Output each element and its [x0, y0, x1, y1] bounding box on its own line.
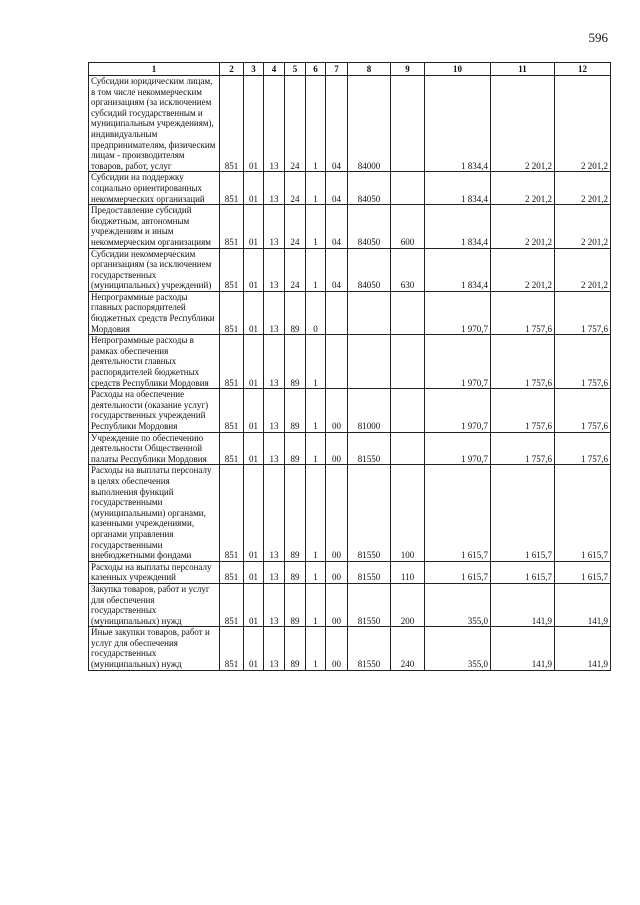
row-name: Иные закупки товаров, работ и услуг для обеспечения государственных (муниципальных) нужд: [91, 627, 210, 670]
row-name: Субсидии юридическим лицам, в том числе некоммерческим организациям (за исключением субсидий государственным и муниципальным учреждениям), индивидуальным предпринимателям, физическим лицам - производителям товаров, работ, услуг: [91, 76, 216, 171]
cell-c8: 81000: [348, 389, 391, 432]
cell-c9: 200: [391, 583, 425, 626]
cell-c6: 1: [306, 389, 326, 432]
cell-c12: 1 757,6: [555, 432, 611, 465]
cell-c11: 1 757,6: [491, 291, 555, 334]
cell-c5: 24: [285, 205, 306, 248]
cell-c2: 851: [220, 205, 244, 248]
column-header: 4: [264, 63, 285, 76]
cell-c5: 89: [285, 432, 306, 465]
cell-c10: 1 834,4: [425, 172, 491, 205]
cell-c2: 851: [220, 561, 244, 583]
cell-c12: 1 757,6: [555, 335, 611, 389]
row-name-cell: [89, 561, 220, 583]
cell-c11: 2 201,2: [491, 248, 555, 291]
cell-c3: 01: [244, 205, 264, 248]
cell-c9: 600: [391, 205, 425, 248]
table-row: [89, 583, 611, 626]
cell-c7: 00: [326, 465, 348, 561]
cell-c7: 04: [326, 248, 348, 291]
row-name-cell: [89, 389, 220, 432]
cell-c5: 24: [285, 76, 306, 172]
cell-c2: 851: [220, 335, 244, 389]
column-header: 6: [306, 63, 326, 76]
row-name: Закупка товаров, работ и услуг для обеспечения государственных (муниципальных) нужд: [91, 583, 210, 626]
cell-c8: [348, 291, 391, 334]
cell-c9: 630: [391, 248, 425, 291]
cell-c4: 13: [264, 465, 285, 561]
table-row: [89, 432, 611, 465]
cell-c3: 01: [244, 335, 264, 389]
cell-c12: 141,9: [555, 583, 611, 626]
cell-c3: 01: [244, 432, 264, 465]
cell-c10: 1 970,7: [425, 291, 491, 334]
row-name: Предоставление субсидий бюджетным, автономным учреждениям и иным некоммерческим организациям: [91, 205, 211, 247]
cell-c9: [391, 335, 425, 389]
cell-c12: 2 201,2: [555, 205, 611, 248]
header-row: [89, 63, 611, 76]
cell-c8: 84050: [348, 172, 391, 205]
cell-c11: 1 757,6: [491, 432, 555, 465]
cell-c6: 1: [306, 583, 326, 626]
cell-c9: 240: [391, 627, 425, 670]
row-name-cell: [89, 76, 220, 172]
row-name: Расходы на обеспечение деятельности (оказание услуг) государственных учреждений Республики Мордовия: [91, 389, 209, 431]
row-name: Учреждение по обеспечению деятельности Общественной палаты Республики Мордовия: [91, 432, 207, 464]
cell-c4: 13: [264, 205, 285, 248]
cell-c5: 89: [285, 291, 306, 334]
cell-c3: 01: [244, 389, 264, 432]
cell-c2: 851: [220, 248, 244, 291]
cell-c11: 1 757,6: [491, 335, 555, 389]
row-name-cell: [89, 335, 220, 389]
column-header: 8: [348, 63, 391, 76]
cell-c6: 1: [306, 465, 326, 561]
column-header: 3: [244, 63, 264, 76]
cell-c12: 2 201,2: [555, 172, 611, 205]
cell-c7: 04: [326, 76, 348, 172]
cell-c5: 89: [285, 389, 306, 432]
cell-c6: 1: [306, 76, 326, 172]
cell-c8: 84050: [348, 205, 391, 248]
cell-c3: 01: [244, 291, 264, 334]
cell-c6: 1: [306, 205, 326, 248]
cell-c11: 141,9: [491, 583, 555, 626]
cell-c6: 1: [306, 561, 326, 583]
row-name: Расходы на выплаты персоналу казенных учреждений: [91, 561, 212, 583]
cell-c11: 1 757,6: [491, 389, 555, 432]
cell-c7: 04: [326, 172, 348, 205]
row-name-cell: [89, 627, 220, 670]
cell-c3: 01: [244, 465, 264, 561]
cell-c11: 2 201,2: [491, 205, 555, 248]
row-name-cell: [89, 172, 220, 205]
cell-c6: 1: [306, 172, 326, 205]
cell-c3: 01: [244, 627, 264, 670]
table-row: [89, 172, 611, 205]
cell-c5: 89: [285, 335, 306, 389]
cell-c2: 851: [220, 432, 244, 465]
table-row: [89, 465, 611, 561]
cell-c4: 13: [264, 432, 285, 465]
cell-c11: 2 201,2: [491, 76, 555, 172]
cell-c9: [391, 172, 425, 205]
cell-c12: 1 757,6: [555, 291, 611, 334]
cell-c4: 13: [264, 172, 285, 205]
cell-c6: 1: [306, 432, 326, 465]
cell-c10: 1 970,7: [425, 335, 491, 389]
cell-c10: 1 970,7: [425, 432, 491, 465]
cell-c3: 01: [244, 583, 264, 626]
cell-c5: 89: [285, 561, 306, 583]
cell-c5: 24: [285, 172, 306, 205]
cell-c5: 89: [285, 465, 306, 561]
cell-c12: 2 201,2: [555, 248, 611, 291]
cell-c8: 84050: [348, 248, 391, 291]
cell-c5: 89: [285, 627, 306, 670]
cell-c5: 24: [285, 248, 306, 291]
cell-c10: 1 834,4: [425, 248, 491, 291]
cell-c12: 1 615,7: [555, 561, 611, 583]
cell-c9: [391, 291, 425, 334]
cell-c10: 1 834,4: [425, 76, 491, 172]
cell-c12: 1 757,6: [555, 389, 611, 432]
cell-c10: 355,0: [425, 627, 491, 670]
row-name: Непрограммные расходы главных распорядителей бюджетных средств Республики Мордовия: [91, 291, 215, 334]
cell-c8: 84000: [348, 76, 391, 172]
table-row: [89, 291, 611, 334]
cell-c12: 1 615,7: [555, 465, 611, 561]
cell-c7: 00: [326, 583, 348, 626]
column-header: 10: [425, 63, 491, 76]
table-row: [89, 389, 611, 432]
cell-c2: 851: [220, 76, 244, 172]
cell-c10: 1 970,7: [425, 389, 491, 432]
cell-c4: 13: [264, 627, 285, 670]
cell-c10: 1 615,7: [425, 465, 491, 561]
cell-c8: 81550: [348, 465, 391, 561]
cell-c9: 100: [391, 465, 425, 561]
cell-c9: [391, 389, 425, 432]
cell-c10: 1 615,7: [425, 561, 491, 583]
cell-c7: 00: [326, 432, 348, 465]
cell-c3: 01: [244, 248, 264, 291]
cell-c7: 04: [326, 205, 348, 248]
column-header: 2: [220, 63, 244, 76]
budget-table: [88, 62, 611, 671]
cell-c5: 89: [285, 583, 306, 626]
cell-c2: 851: [220, 583, 244, 626]
column-header: 1: [89, 63, 220, 76]
cell-c3: 01: [244, 76, 264, 172]
row-name-cell: [89, 248, 220, 291]
cell-c4: 13: [264, 291, 285, 334]
cell-c9: [391, 432, 425, 465]
row-name-cell: [89, 205, 220, 248]
row-name-cell: [89, 583, 220, 626]
cell-c2: 851: [220, 389, 244, 432]
cell-c7: 00: [326, 561, 348, 583]
cell-c4: 13: [264, 561, 285, 583]
cell-c3: 01: [244, 561, 264, 583]
cell-c7: 00: [326, 627, 348, 670]
cell-c6: 1: [306, 248, 326, 291]
cell-c6: 0: [306, 291, 326, 334]
cell-c4: 13: [264, 335, 285, 389]
column-header: 5: [285, 63, 306, 76]
row-name: Расходы на выплаты персоналу в целях обеспечения выполнения функций государственными (муниципальными) органами, казенными учреждениями, органами управления государственными внебюджетными фондами: [91, 465, 212, 561]
cell-c4: 13: [264, 248, 285, 291]
page-number: 596: [588, 30, 608, 45]
cell-c10: 1 834,4: [425, 205, 491, 248]
table-row: [89, 627, 611, 670]
table-row: [89, 205, 611, 248]
table-row: [89, 561, 611, 583]
cell-c8: [348, 335, 391, 389]
cell-c11: 1 615,7: [491, 561, 555, 583]
table-row: [89, 76, 611, 172]
row-name-cell: [89, 465, 220, 561]
cell-c11: 1 615,7: [491, 465, 555, 561]
table-row: [89, 248, 611, 291]
column-header: 7: [326, 63, 348, 76]
cell-c12: 2 201,2: [555, 76, 611, 172]
cell-c2: 851: [220, 172, 244, 205]
cell-c2: 851: [220, 291, 244, 334]
cell-c2: 851: [220, 627, 244, 670]
column-header: 11: [491, 63, 555, 76]
cell-c10: 355,0: [425, 583, 491, 626]
cell-c7: 00: [326, 389, 348, 432]
cell-c11: 2 201,2: [491, 172, 555, 205]
cell-c6: 1: [306, 335, 326, 389]
cell-c9: [391, 76, 425, 172]
row-name-cell: [89, 432, 220, 465]
row-name: Субсидии некоммерческим организациям (за исключением государственных (муниципальных) учреждений): [91, 248, 212, 291]
row-name: Субсидии на поддержку социально ориентированных некоммерческих организаций: [91, 172, 205, 204]
cell-c8: 81550: [348, 561, 391, 583]
table-row: [89, 335, 611, 389]
cell-c7: [326, 335, 348, 389]
column-header: 12: [555, 63, 611, 76]
column-header: 9: [391, 63, 425, 76]
cell-c4: 13: [264, 389, 285, 432]
cell-c8: 81550: [348, 432, 391, 465]
cell-c9: 110: [391, 561, 425, 583]
row-name-cell: [89, 291, 220, 334]
cell-c4: 13: [264, 76, 285, 172]
cell-c11: 141,9: [491, 627, 555, 670]
cell-c6: 1: [306, 627, 326, 670]
cell-c8: 81550: [348, 627, 391, 670]
row-name: Непрограммные расходы в рамках обеспечения деятельности главных распорядителей бюджетных средств Республики Мордовия: [91, 335, 209, 388]
cell-c2: 851: [220, 465, 244, 561]
cell-c3: 01: [244, 172, 264, 205]
cell-c7: [326, 291, 348, 334]
cell-c4: 13: [264, 583, 285, 626]
cell-c12: 141,9: [555, 627, 611, 670]
cell-c8: 81550: [348, 583, 391, 626]
